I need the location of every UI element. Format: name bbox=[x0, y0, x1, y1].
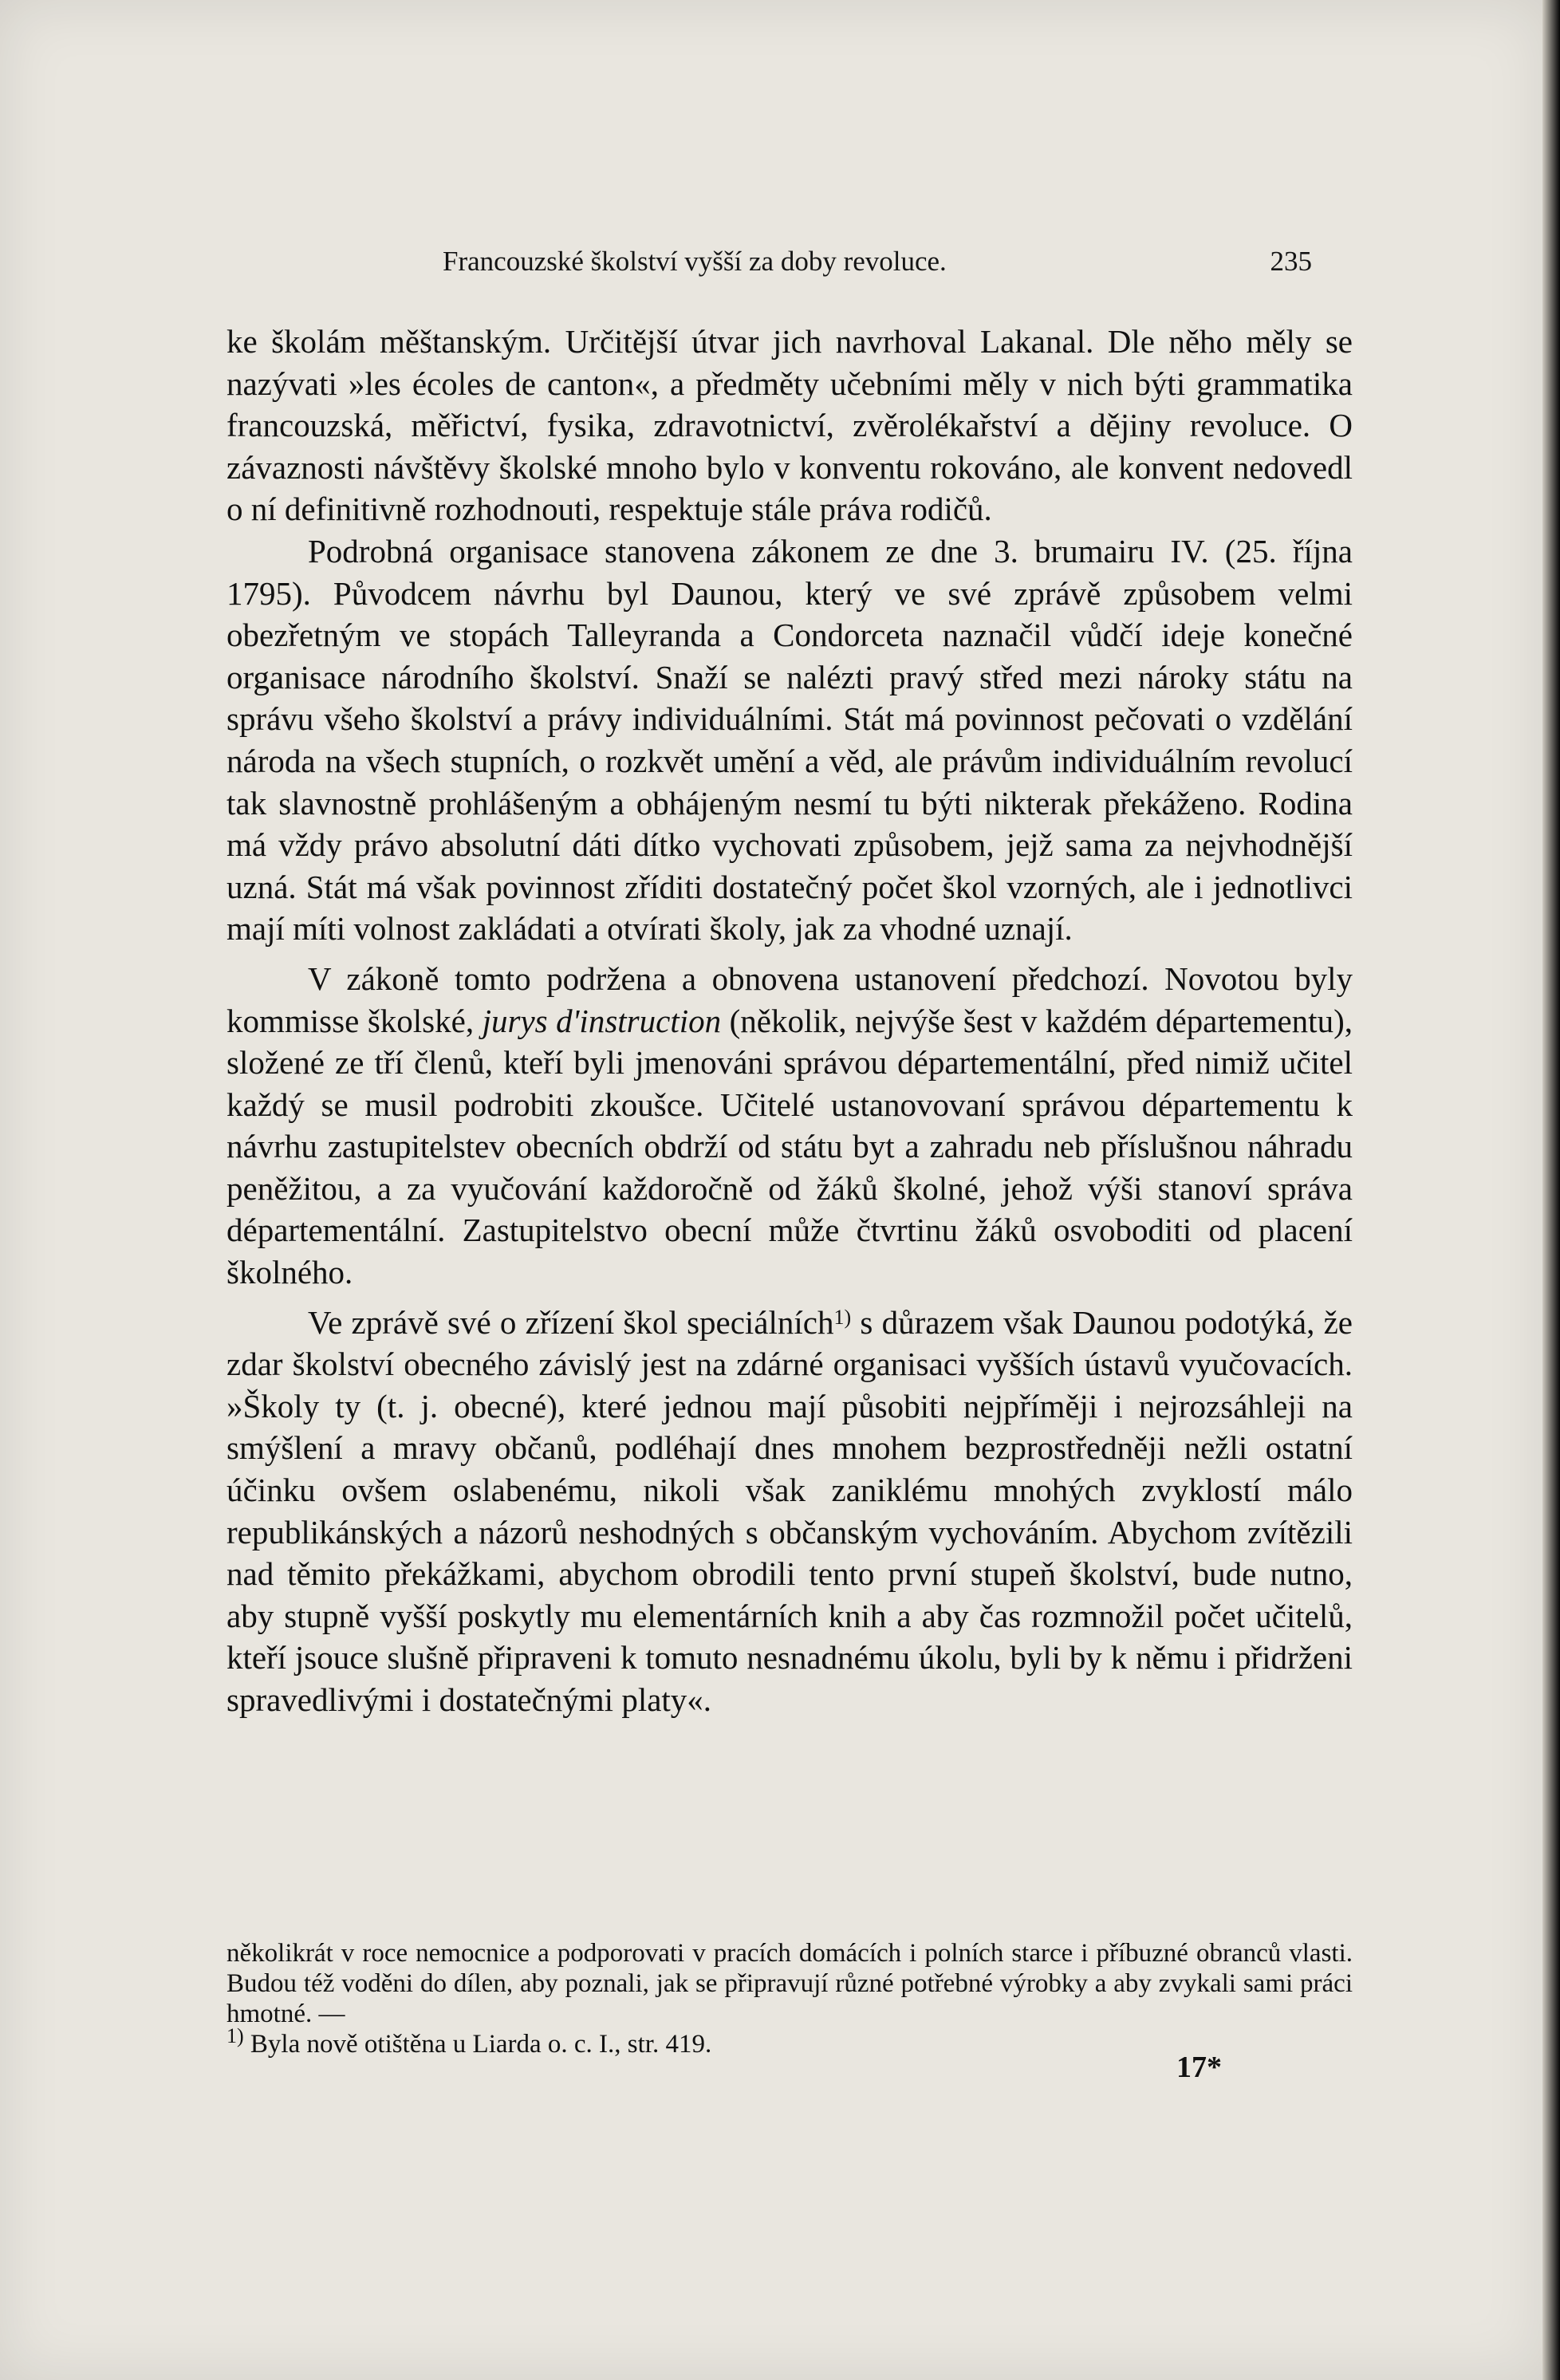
italic-term: jurys d'instruction bbox=[482, 1002, 722, 1039]
page-edge-shadow bbox=[1542, 0, 1560, 2380]
body-text bbox=[227, 321, 1353, 1721]
footnote-1-text: Byla nově otištěna u Liarda o. c. I., str. 419. bbox=[243, 2030, 712, 2059]
paragraph-3-text-b: (několik, nejvýše šest v každém départementu), složené ze tří členů, kteří byli jmenováni správou départementální, před nimiž učitel každý se musil podrobiti zkoušce. Učitelé ustanovovaní správou départementu k návrhu zastupitelstev obecních obdrží od státu byt a zahradu neb příslušnou náhradu peněžitou, a za vyučování každoročně od žáků školné, jehož výši stanoví správa départementální. Zastupitelstvo obecní může čtvrtinu žáků osvoboditi od placení školného. bbox=[227, 1002, 1353, 1291]
paragraph-4-text-a: Ve zprávě své o zřízení škol speciálních bbox=[308, 1303, 834, 1341]
paragraph-3-text-a: V zákoně tomto podržena a obnovena ustanovení předchozí. Novotou byly kommisse školské, bbox=[227, 959, 1353, 1039]
paragraph-2: Podrobná organisace stanovena zákonem ze dne 3. brumairu IV. (25. října 1795). Původcem návrhu byl Daunou, který ve své zprávě způsobem velmi obezřetným ve stopách Talleyranda a Condorceta naznačil vůdčí ideje konečné organisace národního školství. Snaží se nalézti pravý střed mezi nároky státu na správu všeho školství a právy individuálními. Stát má povinnost pečovati o vzdělání národa na všech stupních, o rozkvět umění a věd, ale právům individuálním revolucí tak slavnostně prohlášeným a obhájeným nesmí tu býti nikterak překáženo. Rodina má vždy právo absolutní dáti dítko vychovati způsobem, jejž sama za nejvhodnější uzná. Stát má však povinnost zříditi dostatečný počet škol vzorných, ale i jednotlivci mají míti volnost zakládati a otvírati školy, jak za vhodné uznají. bbox=[227, 532, 1353, 948]
paragraph-4 bbox=[227, 1302, 1353, 1721]
running-head bbox=[443, 246, 1312, 287]
footnote-ref: 1) bbox=[833, 1305, 852, 1329]
footnotes bbox=[227, 1938, 1353, 2059]
footnote-mark: 1) bbox=[227, 2024, 244, 2047]
paragraph-3 bbox=[227, 958, 1353, 1294]
signature-mark: 17* bbox=[1176, 2051, 1222, 2084]
paragraph-4-text-b: s důrazem však Daunou podotýká, že zdar školství obecného závislý jest na zdárné organisaci vyšších ústavů vyučovacích. »Školy ty (t. j. obecné), které jednou mají působiti nejpříměji i nejrozsáhleji na smýšlení a mravy občanů, podléhají dnes mnohem bezprostředněji nežli ostatní účinku ovšem oslabenému, nikoli však zaniklému mnohých zvyklostí málo republikánských a názorů neshodných s občanským vychováním. Abychom zvítězili nad těmito překážkami, abychom obrodili tento první stupeň školství, bude nutno, aby stupně vyšší poskytly mu elementárních knih a aby čas rozmnožil počet učitelů, kteří jsouce slušně připraveni k tomuto nesnadnému úkolu, byli by k němu i přidrženi spravedlivými i dostatečnými platy«. bbox=[227, 1303, 1353, 1718]
running-head-title: Francouzské školství vyšší za doby revoluce. bbox=[443, 246, 947, 277]
paragraph-1: ke školám měštanským. Určitější útvar jich navrhoval Lakanal. Dle něho měly se nazývati »les écoles de canton«, a předměty učebními měly v nich býti grammatika francouzská, měřictví, fysika, zdravotnictví, zvěrolékařství a dějiny revoluce. O závaznosti návštěvy školské mnoho bylo v konventu rokováno, ale konvent nedovedl o ní definitivně rozhodnouti, respektuje stále práva rodičů. bbox=[227, 323, 1353, 528]
footnote-continuation: několikrát v roce nemocnice a podporovati v pracích domácích i polních starce i příbuzné obranců vlasti. Budou též voděni do dílen, aby poznali, jak se připravují různé potřebné výrobky a aby zvykali sami práci hmotné. — bbox=[227, 1939, 1353, 2028]
page-number: 235 bbox=[1270, 246, 1312, 277]
